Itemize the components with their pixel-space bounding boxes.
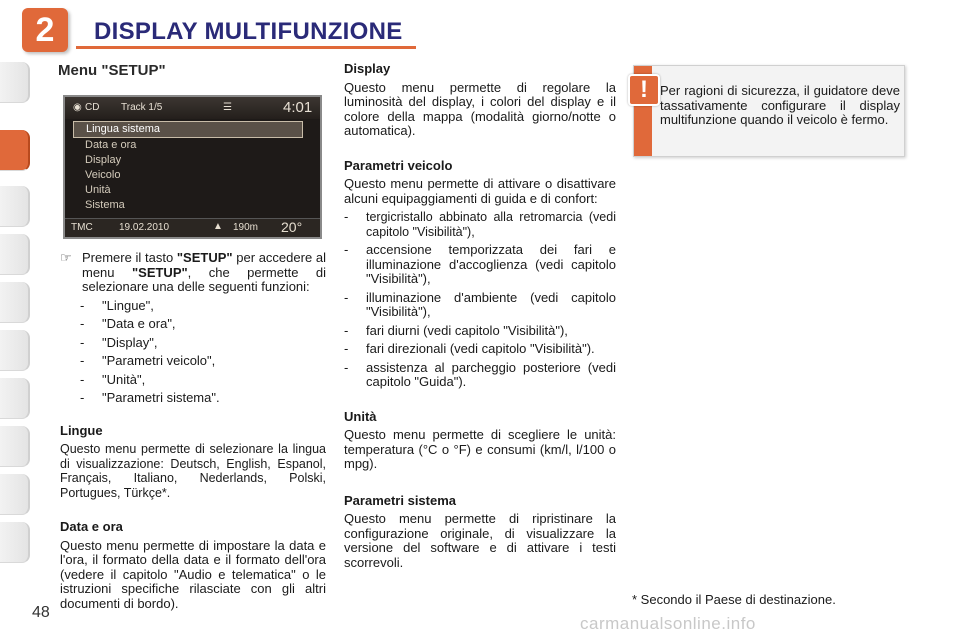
screen-date: 19.02.2010: [119, 222, 170, 233]
chapter-tab[interactable]: [0, 330, 30, 371]
page-header: [20, 8, 440, 52]
list-item: - "Data e ora",: [80, 316, 176, 331]
intro-text: [82, 251, 326, 295]
screen-menu-list: [73, 121, 303, 213]
intro-instruction: [60, 251, 326, 295]
chapter-tab[interactable]: [0, 234, 30, 275]
menu-icon: ☰: [223, 102, 232, 113]
section-text: Questo menu permette di regolare la luminosità del display, i colori del display e il colore della mappa (modalità giorno/notte o automatica).: [344, 79, 616, 138]
chapter-tab[interactable]: [0, 474, 30, 515]
chapter-tab[interactable]: [0, 426, 30, 467]
tmc-label: TMC: [71, 222, 93, 233]
menu-title: Menu "SETUP": [58, 62, 166, 79]
chapter-number: 2: [22, 8, 68, 52]
section-title: Data e ora: [60, 519, 123, 534]
pointing-hand-icon: ☞: [60, 250, 72, 265]
left-column-text: [60, 249, 326, 611]
list-item: - tergicristallo abbinato alla retromarcia (vedi capitolo "Visibilità"),: [344, 209, 616, 239]
screen-status-bar: [65, 97, 320, 119]
section-text: Questo menu permette di attivare o disattivare alcuni equipaggiamenti di guida e di confort:: [344, 176, 616, 206]
intro-text-part: , che permette di selezionare una delle seguenti funzioni:: [82, 264, 327, 294]
list-item: - fari diurni (vedi capitolo "Visibilità"),: [344, 322, 568, 338]
list-item: - fari direzionali (vedi capitolo "Visibilità").: [344, 341, 595, 356]
footnote: * Secondo il Paese di destinazione.: [632, 592, 836, 607]
screen-menu-item: Unità: [85, 184, 111, 196]
chapter-tab-active[interactable]: [0, 130, 30, 171]
safety-warning-box: [633, 65, 905, 157]
intro-text-part: Premere il tasto: [82, 250, 177, 265]
screen-menu-item: Lingua sistema: [73, 121, 303, 138]
list-item: - "Unità",: [80, 371, 146, 387]
chapter-tab[interactable]: [0, 62, 30, 103]
list-item: - "Display",: [80, 334, 158, 350]
screen-distance: 190m: [233, 222, 259, 233]
warning-text: Per ragioni di sicurezza, il guidatore deve tassativamente configurare il display multifunzione quando il veicolo è fermo.: [660, 83, 900, 127]
function-list: [80, 299, 326, 406]
list-item: - "Parametri veicolo",: [80, 353, 216, 368]
screen-menu-item: Veicolo: [85, 169, 121, 181]
setup-key-label: "SETUP": [176, 250, 233, 265]
screen-source: CD: [85, 102, 100, 113]
section-text: Questo menu permette di scegliere le unità: temperatura (°C o °F) e consumi (km/l, l/100 o mpg).: [344, 427, 616, 471]
list-item: - "Lingue",: [80, 297, 154, 313]
screen-menu-item: Sistema: [85, 199, 125, 211]
navigation-arrow-icon: ▲: [213, 221, 223, 232]
section-title: Parametri veicolo: [344, 157, 453, 173]
vehicle-feature-list: [344, 210, 616, 390]
list-item: - assistenza al parcheggio posteriore (vedi capitolo "Guida").: [344, 359, 616, 389]
disc-icon: ◉: [73, 102, 82, 113]
section-title: Unità: [344, 408, 377, 424]
warning-icon: !: [628, 74, 660, 106]
screen-bottom-bar: [65, 218, 320, 237]
screen-temperature: 20°: [281, 219, 303, 235]
chapter-tabs: [0, 62, 32, 582]
section-title: Lingue: [60, 422, 103, 438]
list-item: - accensione temporizzata dei fari e illuminazione d'accoglienza (vedi capitolo "Visibilità"),: [344, 242, 616, 286]
setup-menu-label: "SETUP": [131, 264, 188, 280]
screen-menu-item: Data e ora: [85, 139, 137, 151]
chapter-tab[interactable]: [0, 378, 30, 419]
intro-text-part: per accedere al menu: [82, 250, 326, 280]
section-text: Questo menu permette di selezionare la lingua di visualizzazione: Deutsch, English, Espanol, Français, Italiano, Nederlands, Polski, Portugues, Türkçe*.: [60, 442, 326, 500]
screen-menu-item: Display: [85, 154, 122, 166]
chapter-tab[interactable]: [0, 522, 30, 563]
section-title: Parametri sistema: [344, 492, 457, 508]
section-text: Questo menu permette di ripristinare la configurazione originale, di visualizzare la versione del software e di attivare i testi scorrevoli.: [344, 511, 616, 570]
middle-column-text: [344, 62, 616, 570]
section-title: Display: [344, 61, 391, 76]
list-item: - "Parametri sistema".: [80, 390, 220, 405]
section-text: Questo menu permette di impostare la data e l'ora, il formato della data e il formato dell'ora (vedere il capitolo "Audio e telematica" o le istruzioni specifiche rilasciate con gli altri documenti di bordo).: [60, 537, 326, 611]
page-number: 48: [32, 604, 50, 621]
list-item: - illuminazione d'ambiente (vedi capitolo "Visibilità"),: [344, 289, 616, 319]
page-title: DISPLAY MULTIFUNZIONE: [94, 18, 403, 45]
setup-screen-image: [63, 95, 322, 239]
screen-time: 4:01: [283, 99, 313, 116]
watermark: carmanualsonline.info: [580, 614, 756, 633]
chapter-tab[interactable]: [0, 282, 30, 323]
chapter-tab[interactable]: [0, 186, 30, 227]
screen-track: Track 1/5: [121, 102, 163, 113]
